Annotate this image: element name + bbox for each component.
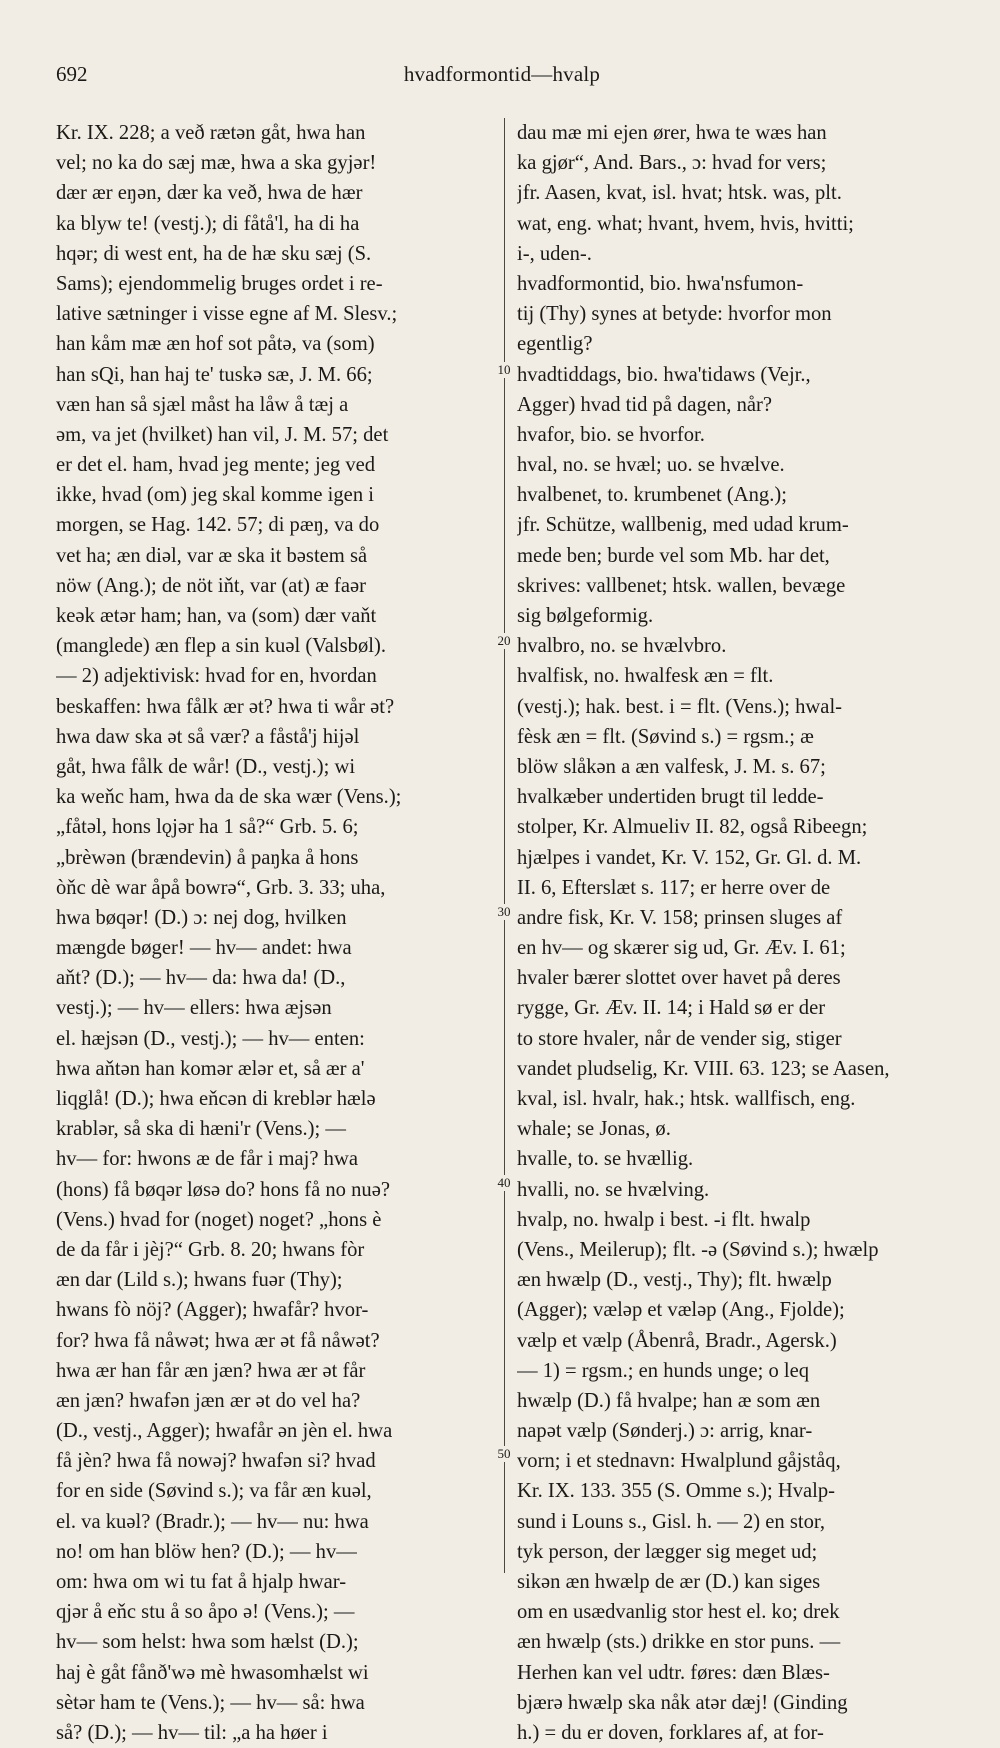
page-number: 692 [56,62,88,86]
text-line: (Vens., Meilerup); flt. -ə (Søvind s.); hwælp [517,1238,879,1261]
text-line: ka gjør“, And. Bars., ɔ: hvad for vers; [517,152,827,175]
text-line: hvafor, bio. se hvorfor. [517,423,705,446]
text-line: əm, va jet (hvilket) han vil, J. M. 57; det [56,423,389,446]
text-line: andre fisk, Kr. V. 158; prinsen sluges af [517,906,843,929]
text-line: aňt? (D.); — hv— da: hwa da! (D., [56,967,346,990]
text-line: hval, no. se hvæl; uo. se hvælve. [517,454,785,477]
text-line: Kr. IX. 133. 355 (S. Omme s.); Hvalp- [517,1480,836,1503]
text-line: hwa aňtən han komər ælər et, så ær a' [56,1057,365,1080]
text-line: keək ætər ham; han, va (som) dær vaňt [56,605,377,627]
text-line: er det el. ham, hvad jeg mente; jeg ved [56,454,376,477]
text-line: hv— som helst: hwa som hælst (D.); [56,1631,359,1654]
text-line: liqglå! (D.); hwa eňcən di kreblər hælə [56,1088,376,1110]
text-line: hwa bøqər! (D.) ɔ: nej dog, hvilken [56,906,347,929]
text-line: fèsk æn = flt. (Søvind s.) = rgsm.; æ [517,725,814,748]
text-line: dær ær eŋən, dær ka veð, hwa de hær [56,182,363,205]
text-line: æn jæn? hwafən jæn ær ət do vel ha? [56,1389,361,1412]
text-line: — 1) = rgsm.; en hunds unge; o leq [517,1359,810,1382]
text-line: han sQi, han haj te' tuskə sæ, J. M. 66; [56,363,373,386]
line-number: 30 [493,904,515,920]
text-line: lative sætninger i visse egne af M. Slesv.; [56,303,398,326]
text-line: ka weňc ham, hwa da de ska wær (Vens.); [56,786,402,809]
text-line: gåt, hwa fålk de wår! (D., vestj.); wi [56,755,356,778]
text-line: bjærə hwælp ska nåk atər dæj! (Ginding [517,1691,848,1714]
text-line: hvadformontid, bio. hwa'nsfumon- [517,272,804,295]
text-line: hvalli, no. se hvælving. [517,1178,710,1201]
text-line: — 2) adjektivisk: hvad for en, hvordan [56,665,377,688]
text-line: vel; no ka do sæj mæ, hwa a ska gyjər! [56,152,377,175]
text-line: mede ben; burde vel som Mb. har det, [517,544,830,567]
text-line: æn hwælp (D., vestj., Thy); flt. hwælp [517,1269,832,1292]
text-line: beskaffen: hwa fålk ær ət? hwa ti wår ət? [56,695,395,718]
text-line: dau mæ mi ejen ører, hwa te wæs han [517,122,827,144]
text-line: tij (Thy) synes at betyde: hvorfor mon [517,303,832,326]
text-line: om en usædvanlig stor hest el. ko; drek [517,1601,840,1624]
line-number: 50 [493,1446,515,1462]
text-line: Kr. IX. 228; a veð rætən gåt, hwa han [56,122,366,144]
text-line: jfr. Aasen, kvat, isl. hvat; htsk. was, plt. [517,182,842,205]
text-line: hqər; di west ent, ha de hæ sku sæj (S. [56,242,372,265]
text-line: wat, eng. what; hvant, hvem, hvis, hvitti; [517,212,854,235]
text-line: stolper, Kr. Almueliv II. 82, også Ribeegn; [517,816,868,839]
text-line: vorn; i et stednavn: Hwalplund gåjståq, [517,1450,841,1473]
text-line: (D., vestj., Agger); hwafår ən jèn el. hwa [56,1420,393,1443]
text-line: skrives: vallbenet; htsk. wallen, bevæge [517,574,846,597]
text-line: to store hvaler, når de vender sig, stiger [517,1027,842,1050]
text-line: æn hwælp (sts.) drikke en stor puns. — [517,1631,841,1654]
left-column [56,118,496,1748]
line-number: 40 [493,1175,515,1191]
text-line: sig bølgeformig. [517,605,654,627]
text-line: sund i Louns s., Gisl. h. — 2) en stor, [517,1510,826,1533]
text-line: hjælpes i vandet, Kr. V. 152, Gr. Gl. d. M. [517,846,862,869]
text-line: hvalp, no. hwalp i best. -i flt. hwalp [517,1208,811,1231]
text-line: no! om han blöw hen? (D.); — hv— [56,1540,357,1563]
text-line: hwa daw ska ət så vær? a fåstå'j hijəl [56,725,360,748]
text-line: hvaler bærer slottet over havet på deres [517,967,841,990]
text-line: de da får i jèj?“ Grb. 8. 20; hwans fòr [56,1238,365,1261]
text-line: hwa ær han får æn jæn? hwa ær ət får [56,1359,366,1382]
text-line: mængde bøger! — hv— andet: hwa [56,937,352,960]
text-line: Sams); ejendommelig bruges ordet i re- [56,272,383,295]
text-line: hv— for: hwons æ de får i maj? hwa [56,1148,358,1171]
text-line: få jèn? hwa få nowəj? hwafən si? hvad [56,1450,376,1473]
column-divider [504,118,505,1573]
text-line: tyk person, der lægger sig meget ud; [517,1540,818,1563]
text-line: el. va kuəl? (Bradr.); — hv— nu: hwa [56,1510,369,1533]
text-line: jfr. Schütze, wallbenig, med udad krum- [517,514,849,537]
text-line: egentlig? [517,333,593,356]
text-line: (hons) få bøqər løsə do? hons få no nuə? [56,1178,390,1201]
text-line: ikke, hvad (om) jeg skal komme igen i [56,484,374,507]
text-line: kval, isl. hvalr, hak.; htsk. wallfisch, eng. [517,1088,856,1110]
text-line: hwælp (D.) få hvalpe; han æ som æn [517,1389,821,1412]
text-line: hvadtiddags, bio. hwa'tidaws (Vejr., [517,363,811,386]
text-line: i-, uden-. [517,242,592,265]
text-line: ka blyw te! (vestj.); di fåtå'l, ha di ha [56,212,360,235]
text-line: hvalkæber undertiden brugt til ledde- [517,786,824,809]
line-number: 20 [493,633,515,649]
text-line: vet ha; æn diəl, var æ ska it bəstem så [56,544,368,567]
text-line: æn dar (Lild s.); hwans fuər (Thy); [56,1269,343,1292]
text-line: qjər å eňc stu å so åpo ə! (Vens.); — [56,1601,355,1624]
text-line: krablər, så ska di hæni'r (Vens.); — [56,1118,346,1141]
text-line: haj è gåt fånð'wə mè hwasomhælst wi [56,1661,369,1684]
text-line: hvalbenet, to. krumbenet (Ang.); [517,484,787,507]
text-line: hvalbro, no. se hvælvbro. [517,635,727,658]
text-line: for en side (Søvind s.); va får æn kuəl, [56,1480,372,1503]
line-number: 10 [493,362,515,378]
text-line: whale; se Jonas, ø. [517,1118,671,1141]
right-column [517,118,953,1748]
text-line: el. hæjsən (D., vestj.); — hv— enten: [56,1027,365,1050]
text-line: Herhen kan vel udtr. føres: dæn Blæs- [517,1661,830,1684]
text-line: for? hwa få nåwət; hwa ær ət få nåwət? [56,1329,380,1352]
page-header [56,62,948,94]
text-line: vestj.); — hv— ellers: hwa æjsən [56,997,332,1020]
text-line: „fåtəl, hons lǫjər ha 1 så?“ Grb. 5. 6; [56,816,359,839]
text-line: nöw (Ang.); de nöt iňt, var (at) æ faər [56,574,366,597]
text-line: II. 6, Efterslæt s. 117; er herre over de [517,876,831,899]
text-line: hvalle, to. se hvællig. [517,1148,694,1171]
text-line: morgen, se Hag. 142. 57; di pæŋ, va do [56,514,380,537]
text-line: han kåm mæ æn hof sot påtə, va (som) [56,333,375,356]
text-line: vandet pludselig, Kr. VIII. 63. 123; se Aasen, [517,1057,890,1080]
text-line: vælp et vælp (Åbenrå, Bradr., Agersk.) [517,1329,837,1352]
text-line: napət vælp (Sønderj.) ɔ: arrig, knar- [517,1420,813,1443]
text-line: væn han så sjæl måst ha låw å tæj a [56,393,349,416]
text-line: „brèwən (brændevin) å paŋka å hons [56,846,359,869]
text-line: (Vens.) hvad for (noget) noget? „hons è [56,1208,382,1231]
text-line: blöw slåkən a æn valfesk, J. M. s. 67; [517,755,826,778]
text-line: h.) = du er doven, forklares af, at for- [517,1721,824,1744]
text-line: om: hwa om wi tu fat å hjalp hwar- [56,1571,347,1593]
text-line: sètər ham te (Vens.); — hv— så: hwa [56,1691,365,1714]
text-line: (manglede) æn flep a sin kuəl (Valsbøl). [56,635,386,658]
text-line: rygge, Gr. Æv. II. 14; i Hald sø er der [517,997,826,1020]
text-line: Agger) hvad tid på dagen, når? [517,393,773,416]
text-line: (vestj.); hak. best. i = flt. (Vens.); hwal- [517,695,843,718]
text-line: en hv— og skærer sig ud, Gr. Æv. I. 61; [517,937,846,960]
text-line: (Agger); væləp et væləp (Ang., Fjolde); [517,1299,845,1322]
text-line: hwans fò nöj? (Agger); hwafår? hvor- [56,1299,369,1322]
text-line: sikən æn hwælp de ær (D.) kan siges [517,1571,821,1593]
text-line: òňc dè war åpå bowrə“, Grb. 3. 33; uha, [56,876,386,899]
running-head: hvadformontid—hvalp [403,62,601,86]
text-line: hvalfisk, no. hwalfesk æn = flt. [517,665,774,688]
text-line: så? (D.); — hv— til: „a ha høer i [56,1721,328,1744]
